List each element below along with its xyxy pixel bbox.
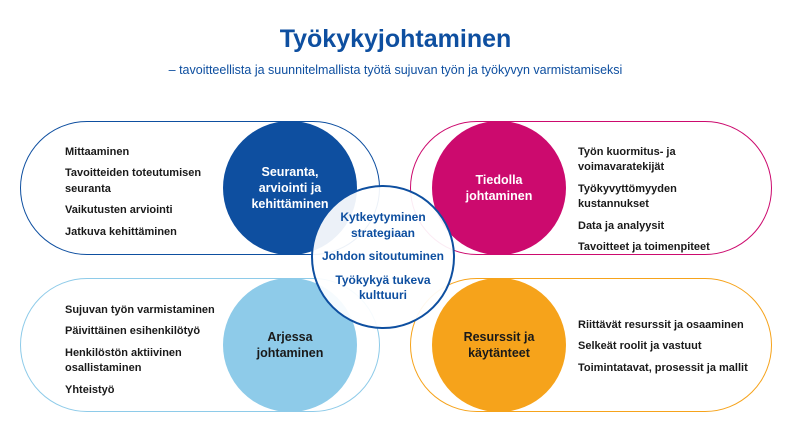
list-item: Työn kuormitus- ja voimavaratekijät: [578, 146, 676, 174]
circle-resurssit-label: Resurssit ja käytänteet: [463, 329, 535, 360]
list-item: Vaikutusten arviointi: [65, 204, 173, 217]
list-item: Päivittäinen esihenkilötyö: [65, 325, 201, 338]
list-bottom-left: [65, 303, 220, 404]
list-item: Jatkuva kehittäminen: [65, 225, 177, 238]
center-item-management: Johdon sitoutuminen: [322, 249, 444, 264]
list-item: Työkyvyttömyyden kustannukset: [578, 182, 677, 211]
center-circle: [311, 185, 455, 329]
list-item: Henkilöstön aktiivinen osallistaminen: [65, 346, 182, 375]
circle-arjessa-label: Arjessa johtaminen: [256, 329, 324, 360]
list-bottom-right: [578, 318, 758, 382]
list-top-right: [578, 145, 748, 261]
page-title: Työkykyjohtaminen: [279, 25, 512, 53]
list-item: Mittaaminen: [65, 146, 130, 158]
list-item: Data ja analyysit: [578, 219, 665, 232]
circle-tiedolla-label: Tiedolla johtaminen: [465, 172, 533, 203]
list-item: Tavoitteet ja toimenpiteet: [578, 240, 710, 253]
list-top-left: [65, 145, 225, 246]
center-item-strategy: Kytkeytyminen strategiaan: [340, 210, 426, 240]
list-item: Selkeät roolit ja vastuut: [578, 340, 702, 353]
list-item: Tavoitteiden toteutumisen seuranta: [65, 167, 202, 195]
circle-seuranta-label: Seuranta, arviointi ja kehittäminen: [251, 164, 329, 212]
circle-resurssit: [432, 278, 566, 412]
page-subtitle: – tavoitteellista ja suunnitelmallista työtä sujuvan työn ja työkyvyn varmistamiseksi: [168, 63, 623, 77]
list-item: Yhteistyö: [65, 383, 115, 396]
list-item: Toimintatavat, prosessit ja mallit: [578, 361, 748, 374]
center-item-culture: Työkykyä tukeva kulttuuri: [335, 272, 431, 303]
circle-tiedolla: [432, 121, 566, 255]
list-item: Riittävät resurssit ja osaaminen: [578, 319, 744, 331]
list-item: Sujuvan työn varmistaminen: [65, 304, 215, 316]
